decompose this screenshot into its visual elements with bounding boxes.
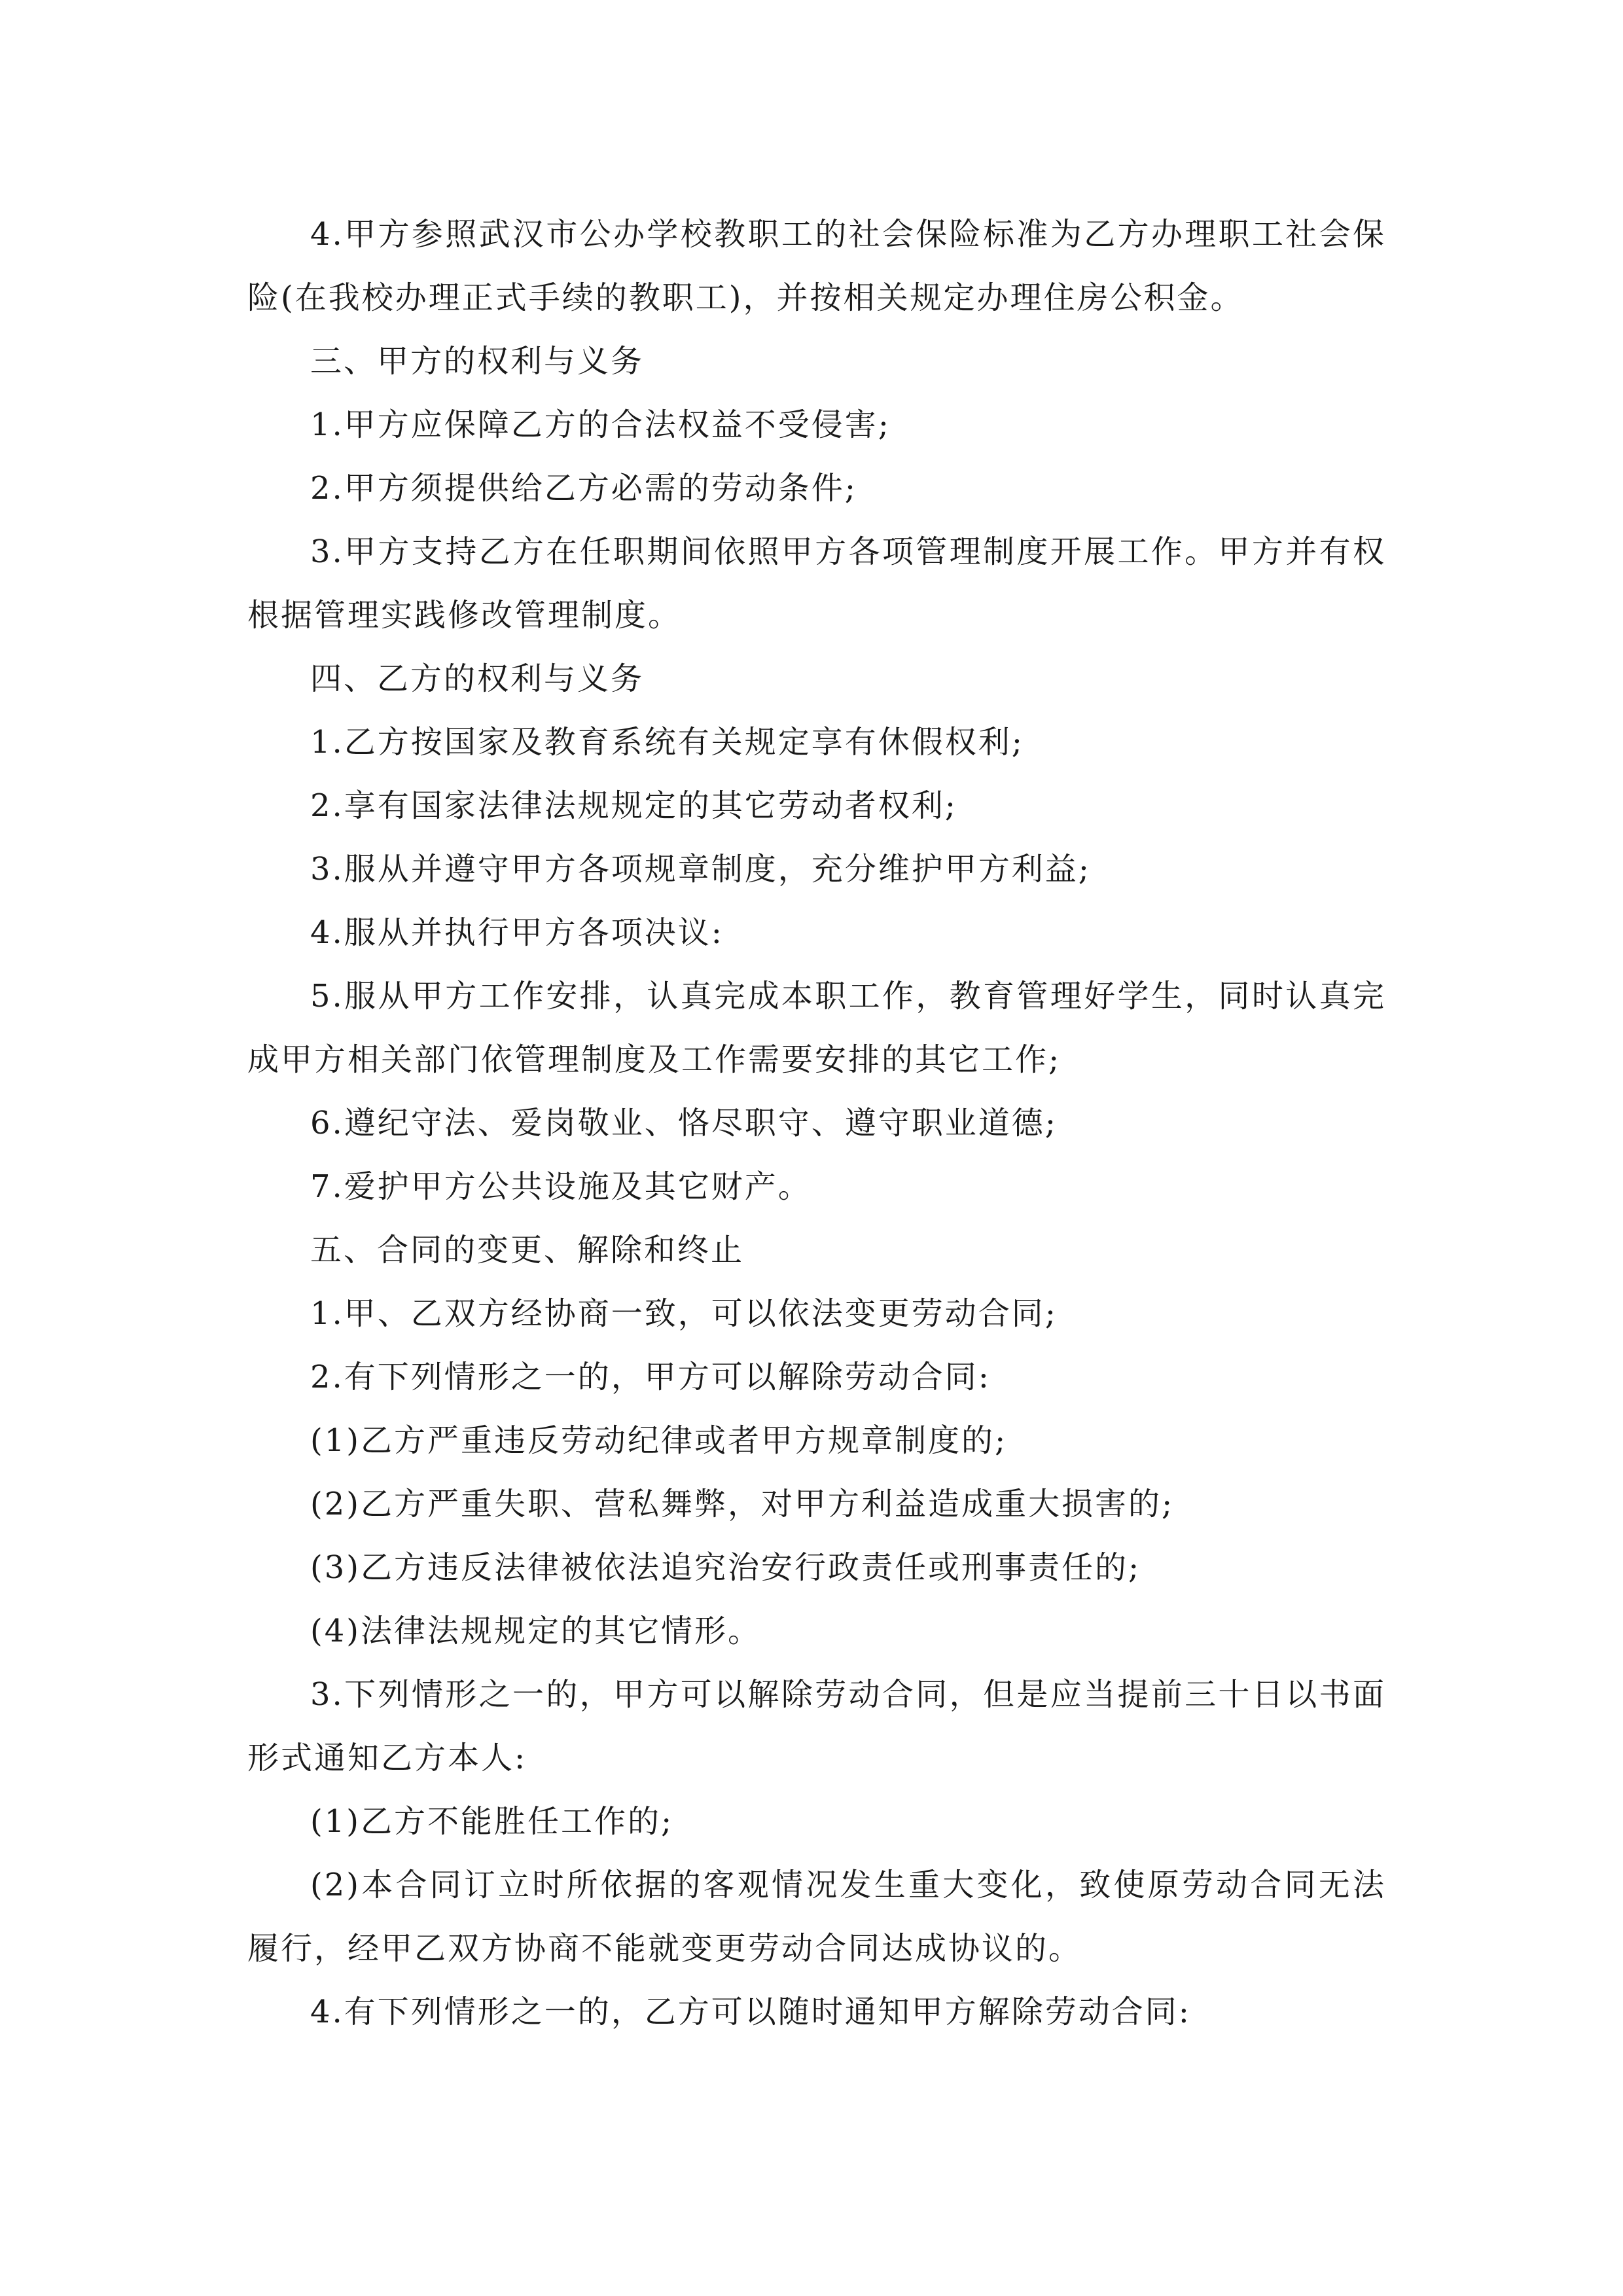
section-heading-party-a-rights: 三、甲方的权利与义务	[310, 343, 645, 380]
clause-change-2-item-1: (1)乙方严重违反劳动纪律或者甲方规章制度的;	[310, 1422, 1008, 1459]
clause-party-a-2: 2.甲方须提供给乙方必需的劳动条件;	[310, 470, 857, 507]
clause-party-b-2: 2.享有国家法律法规规定的其它劳动者权利;	[310, 787, 957, 824]
clause-party-b-4: 4.服从并执行甲方各项决议:	[310, 914, 724, 951]
clause-party-b-3: 3.服从并遵守甲方各项规章制度，充分维护甲方利益;	[310, 851, 1091, 888]
clause-change-2-item-2: (2)乙方严重失职、营私舞弊，对甲方利益造成重大损害的;	[310, 1486, 1175, 1522]
clause-change-3: 3.下列情形之一的，甲方可以解除劳动合同，但是应当提前三十日以书面形式通知乙方本人:	[247, 1676, 1386, 1776]
clause-change-3-item-1: (1)乙方不能胜任工作的;	[310, 1803, 674, 1840]
clause-party-b-7: 7.爱护甲方公共设施及其它财产。	[310, 1168, 812, 1205]
clause-change-2: 2.有下列情形之一的，甲方可以解除劳动合同:	[310, 1359, 991, 1395]
clause-party-b-1: 1.乙方按国家及教育系统有关规定享有休假权利;	[310, 724, 1024, 761]
clause-party-a-3: 3.甲方支持乙方在任职期间依照甲方各项管理制度开展工作。甲方并有权根据管理实践修改管理制度。	[247, 533, 1386, 634]
clause-change-4: 4.有下列情形之一的，乙方可以随时通知甲方解除劳动合同:	[310, 1994, 1191, 2030]
clause-party-b-6: 6.遵纪守法、爱岗敬业、恪尽职守、遵守职业道德;	[310, 1105, 1058, 1141]
clause-change-3-item-2: (2)本合同订立时所依据的客观情况发生重大变化，致使原劳动合同无法履行，经甲乙双方协商不能就变更劳动合同达成协议的。	[247, 1867, 1386, 1967]
document-body	[247, 203, 1386, 2044]
clause-social-insurance: 4.甲方参照武汉市公办学校教职工的社会保险标准为乙方办理职工社会保险(在我校办理正式手续的教职工)，并按相关规定办理住房公积金。	[247, 216, 1386, 316]
section-heading-party-b-rights: 四、乙方的权利与义务	[310, 660, 645, 697]
clause-change-1: 1.甲、乙双方经协商一致，可以依法变更劳动合同;	[310, 1295, 1058, 1332]
clause-party-a-1: 1.甲方应保障乙方的合法权益不受侵害;	[310, 406, 891, 443]
clause-party-b-5: 5.服从甲方工作安排，认真完成本职工作，教育管理好学生，同时认真完成甲方相关部门依管理制度及工作需要安排的其它工作;	[247, 978, 1386, 1078]
clause-change-2-item-4: (4)法律法规规定的其它情形。	[310, 1613, 761, 1649]
clause-change-2-item-3: (3)乙方违反法律被依法追究治安行政责任或刑事责任的;	[310, 1549, 1141, 1586]
section-heading-contract-changes: 五、合同的变更、解除和终止	[310, 1232, 745, 1268]
